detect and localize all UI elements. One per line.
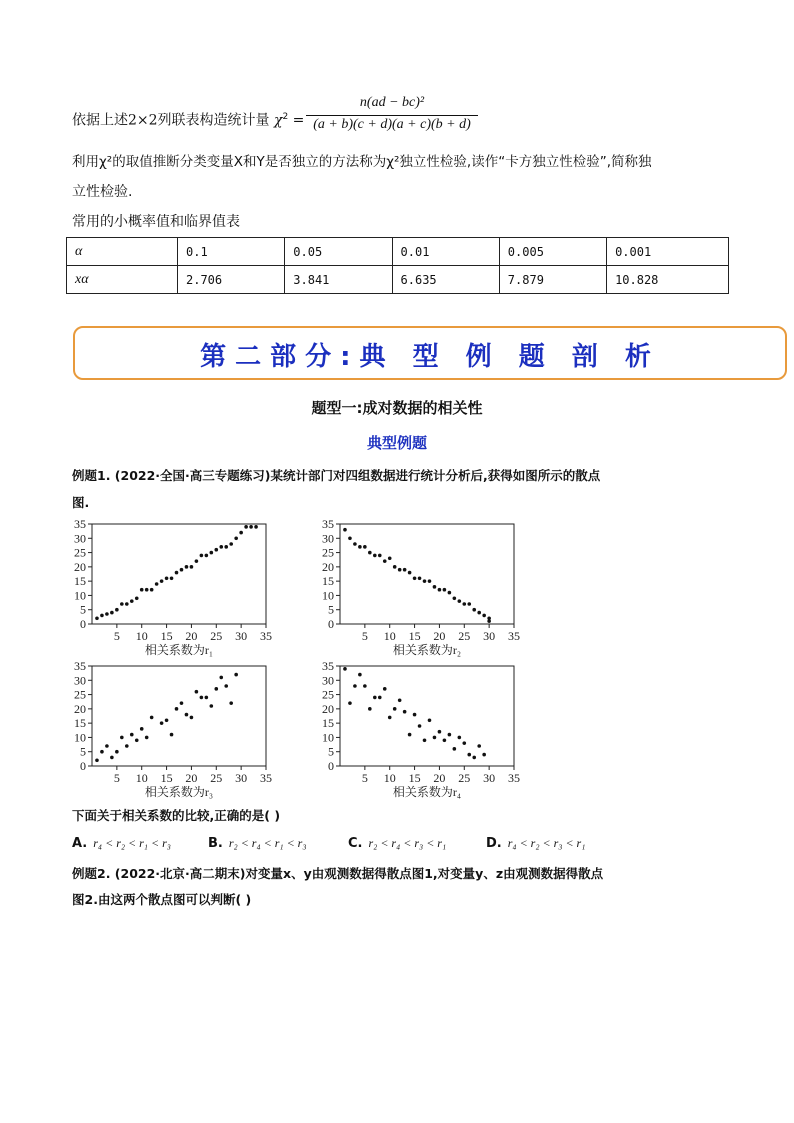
option-d-letter: D. <box>486 836 502 851</box>
intro-prefix: 依据上述 <box>72 112 128 129</box>
scatter-chart-r2-svg <box>308 518 528 658</box>
scatter-point <box>100 750 104 754</box>
scatter-point <box>229 542 233 546</box>
scatter-point <box>95 616 99 620</box>
scatter-point <box>175 707 179 711</box>
scatter-point <box>214 687 218 691</box>
table-cell: 10.828 <box>607 266 729 294</box>
scatter-point <box>224 684 228 688</box>
x-tick-label: 15 <box>408 771 421 785</box>
x-tick-label: 20 <box>185 771 198 785</box>
option-b-letter: B. <box>208 836 223 851</box>
scatter-point <box>413 576 417 580</box>
scatter-point <box>373 554 377 558</box>
formula-denominator: (a + b)(c + d)(a + c)(b + d) <box>313 117 471 132</box>
scatter-point <box>190 716 194 720</box>
x-tick-label: 30 <box>235 629 248 643</box>
scatter-chart-r4-svg <box>308 660 528 800</box>
y-tick-label: 10 <box>74 588 86 603</box>
x-tick-label: 20 <box>433 771 446 785</box>
scatter-point <box>433 585 437 589</box>
y-tick-label: 20 <box>74 701 86 716</box>
scatter-point <box>140 727 144 731</box>
scatter-point <box>438 588 442 592</box>
scatter-point <box>433 736 437 740</box>
scatter-point <box>477 744 481 748</box>
table-caption: 常用的小概率值和临界值表 <box>72 214 240 230</box>
scatter-point <box>195 690 199 694</box>
x-tick-label: 10 <box>135 771 148 785</box>
scatter-point <box>120 602 124 606</box>
scatter-chart-r1-svg <box>60 518 280 658</box>
y-tick-label: 10 <box>74 730 86 745</box>
option-c-expr: r₂ < r₄ < r₃ < r₁ <box>368 836 447 850</box>
y-tick-label: 20 <box>322 701 334 716</box>
table-cell: 0.01 <box>392 238 499 266</box>
scatter-point <box>423 738 427 742</box>
scatter-point <box>190 565 194 569</box>
x-tick-label: 25 <box>210 629 223 643</box>
scatter-point <box>467 753 471 757</box>
scatter-point <box>448 591 452 595</box>
scatter-point <box>120 736 124 740</box>
example1-line2: 图. <box>72 495 90 510</box>
scatter-point <box>467 602 471 606</box>
x-tick-label: 30 <box>235 771 248 785</box>
table-cell: 7.879 <box>499 266 606 294</box>
scatter-point <box>155 582 159 586</box>
scatter-point <box>244 525 248 529</box>
scatter-point <box>175 571 179 575</box>
table-cell: 0.05 <box>285 238 392 266</box>
scatter-point <box>170 576 174 580</box>
scatter-point <box>219 545 223 549</box>
option-c[interactable] <box>348 836 446 851</box>
formula-bar <box>306 115 478 116</box>
table-cell: 0.001 <box>607 238 729 266</box>
y-tick-label: 15 <box>74 574 86 589</box>
scatter-point <box>438 730 442 734</box>
y-tick-label: 20 <box>322 559 334 574</box>
scatter-point <box>403 710 407 714</box>
scatter-point <box>210 551 214 555</box>
scatter-chart-r3 <box>60 660 280 800</box>
scatter-chart-r1 <box>60 518 280 658</box>
option-d-expr: r₄ < r₂ < r₃ < r₁ <box>507 836 586 850</box>
y-tick-label: 30 <box>322 673 334 688</box>
scatter-point <box>443 738 447 742</box>
scatter-point <box>378 696 382 700</box>
x-tick-label: 25 <box>458 629 471 643</box>
scatter-point <box>180 701 184 705</box>
intro-line-3: 立性检验. <box>72 184 133 200</box>
scatter-point <box>115 608 119 612</box>
y-tick-label: 5 <box>80 602 86 617</box>
scatter-point <box>418 724 422 728</box>
scatter-point <box>105 744 109 748</box>
example1-question: 下面关于相关系数的比较,正确的是( ) <box>72 808 281 823</box>
scatter-point <box>388 716 392 720</box>
scatter-point <box>125 744 129 748</box>
scatter-point <box>160 721 164 725</box>
option-a[interactable] <box>72 836 171 851</box>
scatter-point <box>428 718 432 722</box>
x-tick-label: 20 <box>433 629 446 643</box>
x-tick-label: 20 <box>185 629 198 643</box>
scatter-point <box>398 568 402 572</box>
scatter-point <box>343 667 347 671</box>
scatter-point <box>185 713 189 717</box>
scatter-point <box>388 556 392 560</box>
scatter-point <box>165 576 169 580</box>
scatter-point <box>249 525 253 529</box>
scatter-point <box>135 738 139 742</box>
x-tick-label: 25 <box>458 771 471 785</box>
x-tick-label: 5 <box>113 771 120 785</box>
scatter-point <box>393 707 397 711</box>
y-tick-label: 35 <box>74 517 86 531</box>
scatter-point <box>458 599 462 603</box>
y-tick-label: 35 <box>322 517 334 531</box>
x-tick-label: 5 <box>113 629 120 643</box>
x-tick-label: 15 <box>160 771 173 785</box>
scatter-point <box>413 713 417 717</box>
scatter-point <box>343 528 347 532</box>
scatter-point <box>472 608 476 612</box>
y-tick-label: 30 <box>74 673 86 688</box>
scatter-point <box>234 536 238 540</box>
scatter-chart-r3-svg <box>60 660 280 800</box>
option-d[interactable] <box>486 836 585 851</box>
scatter-point <box>453 747 457 751</box>
scatter-point <box>472 756 476 760</box>
scatter-point <box>165 718 169 722</box>
x-axis-label: 相关系数为r₂ <box>392 643 462 657</box>
y-tick-label: 15 <box>322 716 334 731</box>
scatter-point <box>403 568 407 572</box>
scatter-point <box>477 611 481 615</box>
y-tick-label: 5 <box>328 602 334 617</box>
scatter-point <box>408 571 412 575</box>
scatter-point <box>219 676 223 680</box>
scatter-point <box>105 612 109 616</box>
scatter-point <box>348 536 352 540</box>
y-tick-label: 15 <box>74 716 86 731</box>
critical-value-table <box>66 237 729 294</box>
scatter-point <box>200 696 204 700</box>
option-b-expr: r₂ < r₄ < r₁ < r₃ <box>228 836 307 850</box>
y-tick-label: 25 <box>74 687 86 702</box>
scatter-point <box>383 559 387 563</box>
x-tick-label: 5 <box>361 771 368 785</box>
scatter-point <box>423 579 427 583</box>
scatter-point <box>363 545 367 549</box>
scatter-point <box>150 716 154 720</box>
option-a-expr: r₄ < r₂ < r₁ < r₃ <box>93 836 171 850</box>
chi-square-formula <box>306 95 478 137</box>
scatter-point <box>110 756 114 760</box>
scatter-point <box>353 684 357 688</box>
scatter-point <box>348 701 352 705</box>
scatter-point <box>115 750 119 754</box>
scatter-chart-r4 <box>308 660 528 800</box>
example2-line2: 图2.由这两个散点图可以判断( ) <box>72 892 252 907</box>
scatter-point <box>408 733 412 737</box>
x-tick-label: 30 <box>483 771 496 785</box>
y-tick-label: 0 <box>80 617 86 631</box>
x-tick-label: 5 <box>361 629 368 643</box>
y-tick-label: 0 <box>328 617 334 631</box>
example1-line1: 例题1. (2022·全国·高三专题练习)某统计部门对四组数据进行统计分析后,获得如图所示的散点 <box>72 468 601 483</box>
scatter-point <box>353 542 357 546</box>
scatter-point <box>428 579 432 583</box>
scatter-point <box>234 673 238 677</box>
scatter-point <box>110 611 114 615</box>
scatter-point <box>170 733 174 737</box>
alpha-header: α <box>67 238 178 266</box>
x-tick-label: 10 <box>135 629 148 643</box>
plot-frame <box>340 666 514 766</box>
scatter-point <box>100 614 104 618</box>
section-banner <box>73 326 787 380</box>
y-tick-label: 5 <box>80 744 86 759</box>
scatter-point <box>458 736 462 740</box>
x-tick-label: 10 <box>383 771 396 785</box>
y-tick-label: 35 <box>74 659 86 673</box>
y-tick-label: 30 <box>322 531 334 546</box>
scatter-point <box>95 758 99 762</box>
scatter-point <box>448 733 452 737</box>
equals-sign: = <box>292 112 305 129</box>
scatter-point <box>224 545 228 549</box>
x-axis-label: 相关系数为r₄ <box>392 785 462 799</box>
y-tick-label: 10 <box>322 588 334 603</box>
option-c-letter: C. <box>348 836 363 851</box>
scatter-point <box>358 673 362 677</box>
x-tick-label: 35 <box>508 629 520 643</box>
y-tick-label: 25 <box>322 545 334 560</box>
scatter-point <box>160 579 164 583</box>
x-alpha-header: xα <box>67 266 178 294</box>
scatter-point <box>363 684 367 688</box>
x-tick-label: 10 <box>383 629 396 643</box>
y-tick-label: 35 <box>322 659 334 673</box>
x-axis-label: 相关系数为r₃ <box>144 785 214 799</box>
x-tick-label: 35 <box>260 771 272 785</box>
scatter-point <box>358 545 362 549</box>
scatter-point <box>462 602 466 606</box>
scatter-point <box>443 588 447 592</box>
table-size: 2×2 <box>128 112 158 129</box>
table-row <box>67 266 729 294</box>
scatter-point <box>482 614 486 618</box>
scatter-point <box>453 596 457 600</box>
scatter-point <box>130 599 134 603</box>
x-tick-label: 35 <box>508 771 520 785</box>
y-tick-label: 25 <box>74 545 86 560</box>
table-cell: 6.635 <box>392 266 499 294</box>
scatter-point <box>487 619 491 623</box>
chi-symbol: χ <box>274 112 283 129</box>
scatter-point <box>205 554 209 558</box>
scatter-point <box>210 704 214 708</box>
formula-numerator: n(ad − bc)² <box>359 95 425 110</box>
intro-mid: 列联表构造统计量 <box>157 112 270 129</box>
option-b[interactable] <box>208 836 307 851</box>
x-tick-label: 30 <box>483 629 496 643</box>
scatter-point <box>140 588 144 592</box>
intro-line-1: 依据上述2×2列联表构造统计量 $\chi^2$ = <box>72 112 305 129</box>
section-subtitle: 典型例题 <box>366 434 427 452</box>
scatter-point <box>373 696 377 700</box>
x-axis-label: 相关系数为r₁ <box>144 643 214 657</box>
scatter-point <box>125 602 129 606</box>
scatter-point <box>378 554 382 558</box>
scatter-point <box>145 736 149 740</box>
scatter-point <box>254 525 258 529</box>
x-tick-label: 35 <box>260 629 272 643</box>
y-tick-label: 5 <box>328 744 334 759</box>
table-cell: 0.005 <box>499 238 606 266</box>
table-cell: 0.1 <box>178 238 285 266</box>
y-tick-label: 0 <box>328 759 334 773</box>
scatter-point <box>368 707 372 711</box>
scatter-point <box>205 696 209 700</box>
table-row <box>67 238 729 266</box>
scatter-point <box>185 565 189 569</box>
option-a-letter: A. <box>72 836 88 851</box>
y-tick-label: 10 <box>322 730 334 745</box>
banner-title: 第二部分:典 型 例 题 剖 析 <box>200 342 660 372</box>
y-tick-label: 15 <box>322 574 334 589</box>
scatter-point <box>462 741 466 745</box>
scatter-point <box>195 559 199 563</box>
section-title: 题型一:成对数据的相关性 <box>311 399 483 417</box>
intro-line-2: 利用χ²的取值推断分类变量X和Y是否独立的方法称为χ²独立性检验,读作“卡方独立性检验”,简称独 <box>72 154 652 170</box>
scatter-point <box>383 687 387 691</box>
scatter-point <box>200 554 204 558</box>
y-tick-label: 20 <box>74 559 86 574</box>
x-tick-label: 25 <box>210 771 223 785</box>
scatter-point <box>398 698 402 702</box>
scatter-point <box>214 548 218 552</box>
scatter-point <box>229 701 233 705</box>
scatter-point <box>180 568 184 572</box>
table-cell: 3.841 <box>285 266 392 294</box>
y-tick-label: 25 <box>322 687 334 702</box>
scatter-point <box>393 565 397 569</box>
scatter-point <box>239 531 243 535</box>
example2-line1: 例题2. (2022·北京·高二期末)对变量x、y由观测数据得散点图1,对变量y、z由观测数据得散点 <box>72 866 604 881</box>
table-cell: 2.706 <box>178 266 285 294</box>
scatter-chart-r2 <box>308 518 528 658</box>
scatter-point <box>482 753 486 757</box>
y-tick-label: 30 <box>74 531 86 546</box>
scatter-point <box>150 588 154 592</box>
y-tick-label: 0 <box>80 759 86 773</box>
x-tick-label: 15 <box>408 629 421 643</box>
scatter-point <box>145 588 149 592</box>
scatter-point <box>130 733 134 737</box>
x-tick-label: 15 <box>160 629 173 643</box>
scatter-point <box>418 576 422 580</box>
scatter-point <box>368 551 372 555</box>
scatter-point <box>135 596 139 600</box>
plot-frame <box>340 524 514 624</box>
